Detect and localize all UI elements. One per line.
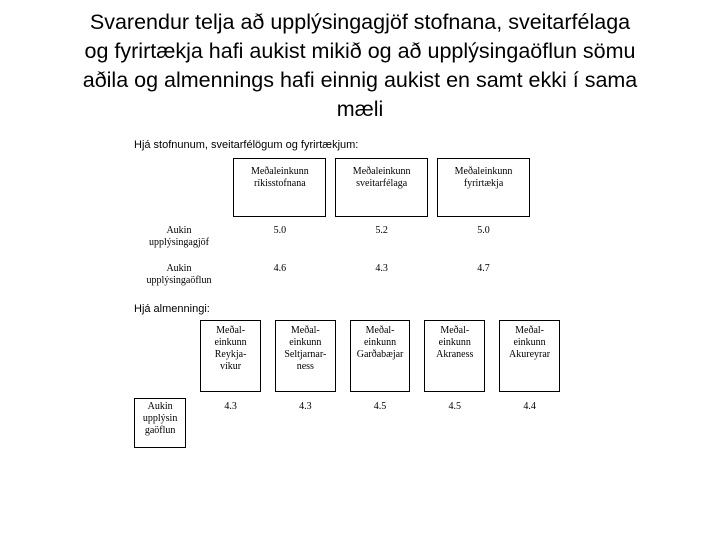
table-cell: 4.3 <box>375 263 388 274</box>
table-cell: 4.7 <box>477 263 490 274</box>
institutions-table <box>134 158 530 299</box>
table-cell: 4.3 <box>299 400 312 412</box>
column-header <box>275 321 335 392</box>
table-cell: 4.6 <box>273 263 287 274</box>
row-label <box>134 223 224 261</box>
column-header <box>350 321 410 392</box>
header-text: víkur <box>220 361 242 372</box>
table-cell: 4.3 <box>224 400 237 412</box>
header-text: einkunn <box>214 337 247 348</box>
header-text: Seltjarnar- <box>284 349 327 360</box>
section2-caption: Hjá almenningi: <box>134 303 210 315</box>
table-row <box>135 399 560 448</box>
column-header <box>438 159 530 217</box>
table-row <box>134 261 530 299</box>
header-text: einkunn <box>289 337 322 348</box>
section1-caption: Hjá stofnunum, sveitarfélögum og fyrirtækjum: <box>134 139 359 151</box>
table-row <box>134 223 530 261</box>
header-text: ríkisstofnana <box>253 178 306 189</box>
header-text: Meðaleinkunn <box>352 166 411 177</box>
table-cell: 4.5 <box>373 400 387 412</box>
header-text: Meðal- <box>290 325 320 336</box>
slide-title <box>30 8 690 124</box>
header-text: Meðal- <box>216 325 246 336</box>
row-label-text: gaöflun <box>144 425 176 436</box>
header-text: einkunn <box>363 337 397 348</box>
column-header <box>201 321 261 392</box>
title-line: Svarendur telja að upplýsingagjöf stofnana, sveitarfélaga <box>89 10 631 34</box>
row-label-text: upplýsingagjöf <box>148 237 209 248</box>
header-text: Meðaleinkunn <box>454 166 513 177</box>
row-label <box>135 399 186 448</box>
header-text: Reykja- <box>214 349 247 360</box>
row-label-text: Aukin <box>166 263 192 274</box>
header-text: Meðal- <box>440 325 470 336</box>
header-text: fyrirtækja <box>463 178 504 189</box>
table-header-row <box>135 321 560 392</box>
header-text: Garðabæjar <box>356 349 404 360</box>
header-text: Meðal- <box>365 325 395 336</box>
header-text: Akureyrar <box>509 349 551 360</box>
title-line: aðila og almennings hafi einnig aukist en samt ekki í sama <box>82 68 638 92</box>
row-label-text: upplýsin <box>142 413 178 424</box>
column-header <box>425 321 485 392</box>
row-label-text: Aukin <box>147 401 173 412</box>
table-cell: 5.0 <box>273 225 287 236</box>
header-text: einkunn <box>513 337 546 348</box>
table-cell: 4.5 <box>448 400 462 412</box>
row-label <box>134 261 224 299</box>
header-text: Meðaleinkunn <box>250 166 309 177</box>
header-text: Meðal- <box>515 325 544 336</box>
header-text: einkunn <box>438 337 471 348</box>
title-line: og fyrirtækja hafi aukist mikið og að upplýsingaöflun sömu <box>84 39 636 63</box>
column-header <box>234 159 326 217</box>
table-header-row <box>134 159 530 217</box>
column-header <box>336 159 428 217</box>
public-table <box>134 320 560 448</box>
title-line: mæli <box>336 97 384 121</box>
table-cell: 4.4 <box>523 400 536 412</box>
table-cell: 5.2 <box>375 225 388 236</box>
row-label-text: Aukin <box>166 225 192 236</box>
header-text: Akraness <box>436 349 474 360</box>
table-cell: 5.0 <box>477 225 490 236</box>
row-label-text: upplýsingaöflun <box>146 275 212 286</box>
header-text: sveitarfélaga <box>356 178 408 189</box>
column-header <box>500 321 560 392</box>
header-text: ness <box>296 361 314 372</box>
